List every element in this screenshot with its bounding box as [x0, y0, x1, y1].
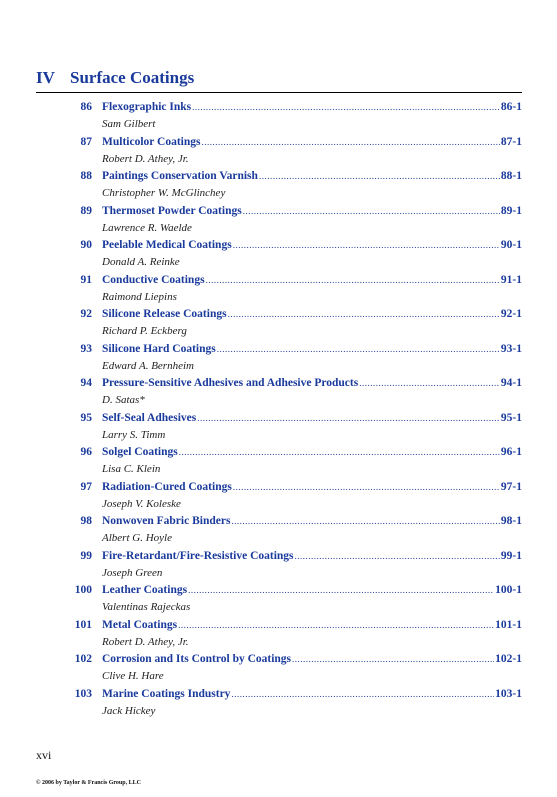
toc-entry-number: 100	[74, 584, 92, 596]
toc-entry-number: 94	[80, 377, 92, 389]
toc-entry-number: 86	[80, 101, 92, 113]
toc-entry-author: Lisa C. Klein	[102, 463, 161, 475]
toc-entry-author: Lawrence R. Waelde	[102, 221, 192, 234]
toc-entry	[0, 513, 557, 548]
toc-entry-link[interactable]	[102, 343, 522, 355]
toc-entry-author: Clive H. Hare	[102, 670, 164, 682]
toc-entry-page: 87-1	[500, 135, 522, 148]
dot-leader	[192, 102, 500, 112]
toc-entry-author: Richard P. Eckberg	[102, 325, 187, 337]
toc-entry-title: Marine Coatings Industry	[102, 687, 231, 700]
dot-leader	[231, 689, 494, 699]
toc-entry-link[interactable]	[102, 619, 522, 631]
toc-entry-author: Donald A. Reinke	[102, 256, 180, 268]
dot-leader	[178, 620, 494, 630]
toc-entry-number: 91	[80, 273, 92, 286]
toc-entry-title: Self-Seal Adhesives	[102, 411, 197, 424]
toc-entry-number: 93	[80, 342, 92, 355]
toc-entry-page: 99-1	[500, 549, 522, 562]
toc-entry-number: 102	[74, 653, 92, 665]
dot-leader	[228, 309, 500, 319]
toc-entry-page: 96-1	[500, 446, 522, 458]
part-number: IV	[36, 68, 55, 87]
toc-entry-link[interactable]	[102, 136, 522, 148]
dot-leader	[295, 551, 500, 561]
toc-entry-page: 103-1	[495, 687, 522, 700]
toc-entry-title: Flexographic Inks	[102, 101, 192, 113]
toc-entry-title: Fire-Retardant/Fire-Resistive Coatings	[102, 549, 294, 562]
toc-entry-title: Conductive Coatings	[102, 273, 205, 286]
toc-entry-author: Sam Gilbert	[102, 118, 156, 130]
toc-entry-title: Silicone Release Coatings	[102, 308, 227, 320]
toc-entry-link[interactable]	[102, 584, 522, 596]
toc-entry	[0, 168, 557, 203]
toc-entry-title: Silicone Hard Coatings	[102, 342, 216, 355]
toc-entry	[0, 582, 557, 617]
toc-entry	[0, 651, 557, 686]
toc-entry-link[interactable]	[102, 205, 522, 217]
toc-entry	[0, 548, 557, 583]
toc-entry-title: Nonwoven Fabric Binders	[102, 515, 231, 527]
toc-entry	[0, 444, 557, 479]
toc-entry	[0, 99, 557, 134]
toc-entry-author: Jack Hickey	[102, 704, 156, 717]
toc-entry	[0, 617, 557, 652]
toc-entry-page: 86-1	[500, 101, 522, 113]
toc-entry-number: 95	[80, 411, 92, 424]
table-of-contents	[0, 99, 557, 720]
toc-entry-page: 97-1	[500, 480, 522, 493]
toc-entry-number: 103	[74, 687, 92, 700]
toc-entry-author: Larry S. Timm	[102, 428, 166, 441]
toc-entry	[0, 272, 557, 307]
toc-entry-link[interactable]	[102, 170, 522, 182]
toc-entry	[0, 134, 557, 169]
toc-entry-page: 93-1	[500, 342, 522, 355]
toc-entry-title: Peelable Medical Coatings	[102, 239, 232, 251]
toc-entry-author: Valentinas Rajeckas	[102, 601, 191, 613]
toc-entry-number: 96	[80, 446, 92, 458]
dot-leader	[233, 240, 500, 250]
toc-entry-number: 88	[80, 170, 92, 182]
toc-entry-author: Joseph V. Koleske	[102, 497, 181, 510]
toc-entry-link[interactable]	[102, 412, 522, 424]
toc-entry	[0, 375, 557, 410]
toc-entry-page: 101-1	[495, 618, 522, 631]
toc-entry-number: 89	[80, 204, 92, 217]
toc-entry	[0, 306, 557, 341]
dot-leader	[243, 206, 500, 216]
toc-entry-page: 94-1	[500, 377, 522, 389]
toc-entry-title: Thermoset Powder Coatings	[102, 204, 242, 217]
toc-entry-link[interactable]	[102, 308, 522, 320]
toc-entry-number: 90	[80, 239, 92, 251]
toc-entry-link[interactable]	[102, 481, 522, 493]
toc-entry-author: Raimond Liepins	[102, 290, 177, 303]
toc-entry-link[interactable]	[102, 688, 522, 700]
dot-leader	[259, 171, 500, 181]
toc-entry-author: Robert D. Athey, Jr.	[102, 635, 189, 648]
dot-leader	[231, 516, 499, 526]
toc-entry-link[interactable]	[102, 550, 522, 562]
toc-entry-page: 90-1	[500, 239, 522, 251]
toc-entry	[0, 479, 557, 514]
part-header	[36, 68, 522, 93]
toc-entry-page: 92-1	[500, 308, 522, 320]
toc-entry-page: 95-1	[500, 411, 522, 424]
dot-leader	[233, 482, 500, 492]
toc-entry-author: Edward A. Bernheim	[102, 359, 194, 372]
toc-entry-author: Christopher W. McGlinchey	[102, 187, 226, 199]
toc-entry-title: Radiation-Cured Coatings	[102, 480, 232, 493]
toc-entry-number: 101	[74, 618, 92, 631]
toc-entry-link[interactable]	[102, 239, 522, 251]
dot-leader	[188, 585, 494, 595]
toc-entry-title: Leather Coatings	[102, 584, 188, 596]
toc-entry-link[interactable]	[102, 274, 522, 286]
toc-entry-title: Solgel Coatings	[102, 446, 178, 458]
toc-entry-page: 102-1	[495, 653, 522, 665]
toc-entry-number: 98	[80, 515, 92, 527]
toc-entry-title: Corrosion and Its Control by Coatings	[102, 653, 292, 665]
toc-entry-link[interactable]	[102, 446, 522, 458]
toc-entry-number: 97	[80, 480, 92, 493]
toc-entry-link[interactable]	[102, 515, 522, 527]
toc-entry-page: 88-1	[500, 170, 522, 182]
toc-entry-number: 99	[80, 549, 92, 562]
toc-entry-page: 98-1	[500, 515, 522, 527]
toc-entry-page: 89-1	[500, 204, 522, 217]
toc-entry-title: Metal Coatings	[102, 618, 178, 631]
dot-leader	[202, 137, 500, 147]
toc-entry-author: Robert D. Athey, Jr.	[102, 152, 189, 165]
toc-entry	[0, 686, 557, 721]
copyright-notice: © 2006 by Taylor & Francis Group, LLC	[36, 780, 141, 786]
toc-entry-link[interactable]	[102, 377, 522, 389]
toc-entry-number: 87	[80, 135, 92, 148]
toc-entry-link[interactable]	[102, 101, 522, 113]
toc-entry-number: 92	[80, 308, 92, 320]
dot-leader	[179, 447, 500, 457]
toc-entry-author: Joseph Green	[102, 566, 163, 579]
toc-entry	[0, 237, 557, 272]
toc-entry-author: D. Satas*	[102, 394, 145, 406]
dot-leader	[217, 344, 500, 354]
toc-entry-author: Albert G. Hoyle	[102, 532, 172, 544]
dot-leader	[197, 413, 500, 423]
dot-leader	[206, 275, 500, 285]
toc-entry	[0, 341, 557, 376]
toc-entry	[0, 410, 557, 445]
part-title: Surface Coatings	[70, 68, 195, 87]
toc-entry	[0, 203, 557, 238]
toc-entry-title: Pressure-Sensitive Adhesives and Adhesive Products	[102, 377, 359, 389]
page-number: xvi	[36, 748, 52, 762]
dot-leader	[292, 654, 494, 664]
toc-entry-title: Multicolor Coatings	[102, 135, 201, 148]
toc-entry-link[interactable]	[102, 653, 522, 665]
toc-entry-page: 100-1	[495, 584, 522, 596]
toc-entry-page: 91-1	[500, 273, 522, 286]
dot-leader	[359, 378, 500, 388]
toc-entry-title: Paintings Conservation Varnish	[102, 170, 258, 182]
